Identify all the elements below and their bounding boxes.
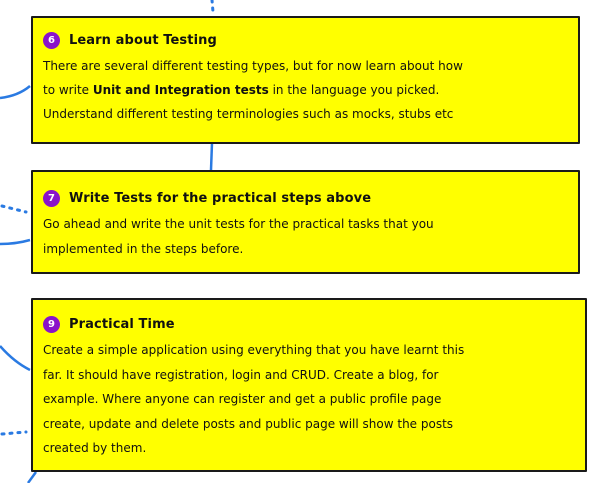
card-header	[43, 32, 578, 49]
description-line: Create a simple application using everything that you have learnt this	[43, 343, 465, 357]
card-write-tests[interactable]	[31, 170, 580, 274]
step-number-badge: 6	[43, 32, 60, 49]
dotted-connector-card9	[2, 432, 26, 434]
card-description	[43, 54, 578, 126]
dotted-connector-top	[212, 0, 213, 12]
card-description	[43, 212, 578, 262]
card-title: Learn about Testing	[69, 33, 217, 48]
dotted-connector-card7	[2, 206, 26, 212]
step-number-badge: 7	[43, 190, 60, 207]
description-line: Understand different testing terminologies such as mocks, stubs etc	[43, 107, 454, 121]
vertical-connector-6-7	[211, 143, 212, 170]
description-line: to write Unit and Integration tests in the language you picked.	[43, 83, 440, 97]
bottom-connector	[28, 472, 36, 483]
step-number-badge: 9	[43, 316, 60, 333]
description-line: created by them.	[43, 441, 147, 455]
description-line: There are several different testing types, but for now learn about how	[43, 59, 463, 73]
card-practical-time[interactable]	[31, 298, 587, 472]
curve-connector-card9	[0, 346, 30, 370]
card-description	[43, 338, 585, 461]
card-header	[43, 316, 585, 333]
description-line: far. It should have registration, login and CRUD. Create a blog, for	[43, 367, 439, 382]
card-learn-about-testing[interactable]	[31, 16, 580, 144]
card-title: Practical Time	[69, 317, 175, 332]
description-line: implemented in the steps before.	[43, 242, 244, 256]
description-line: example. Where anyone can register and get a public profile page	[43, 392, 442, 406]
card-title: Write Tests for the practical steps above	[69, 191, 372, 206]
description-line: Go ahead and write the unit tests for the practical tasks that you	[43, 217, 434, 231]
description-line: create, update and delete posts and public page will show the posts	[43, 416, 454, 431]
card-header	[43, 190, 578, 207]
curve-connector-card6	[0, 86, 30, 98]
curve-connector-card7	[0, 240, 30, 244]
